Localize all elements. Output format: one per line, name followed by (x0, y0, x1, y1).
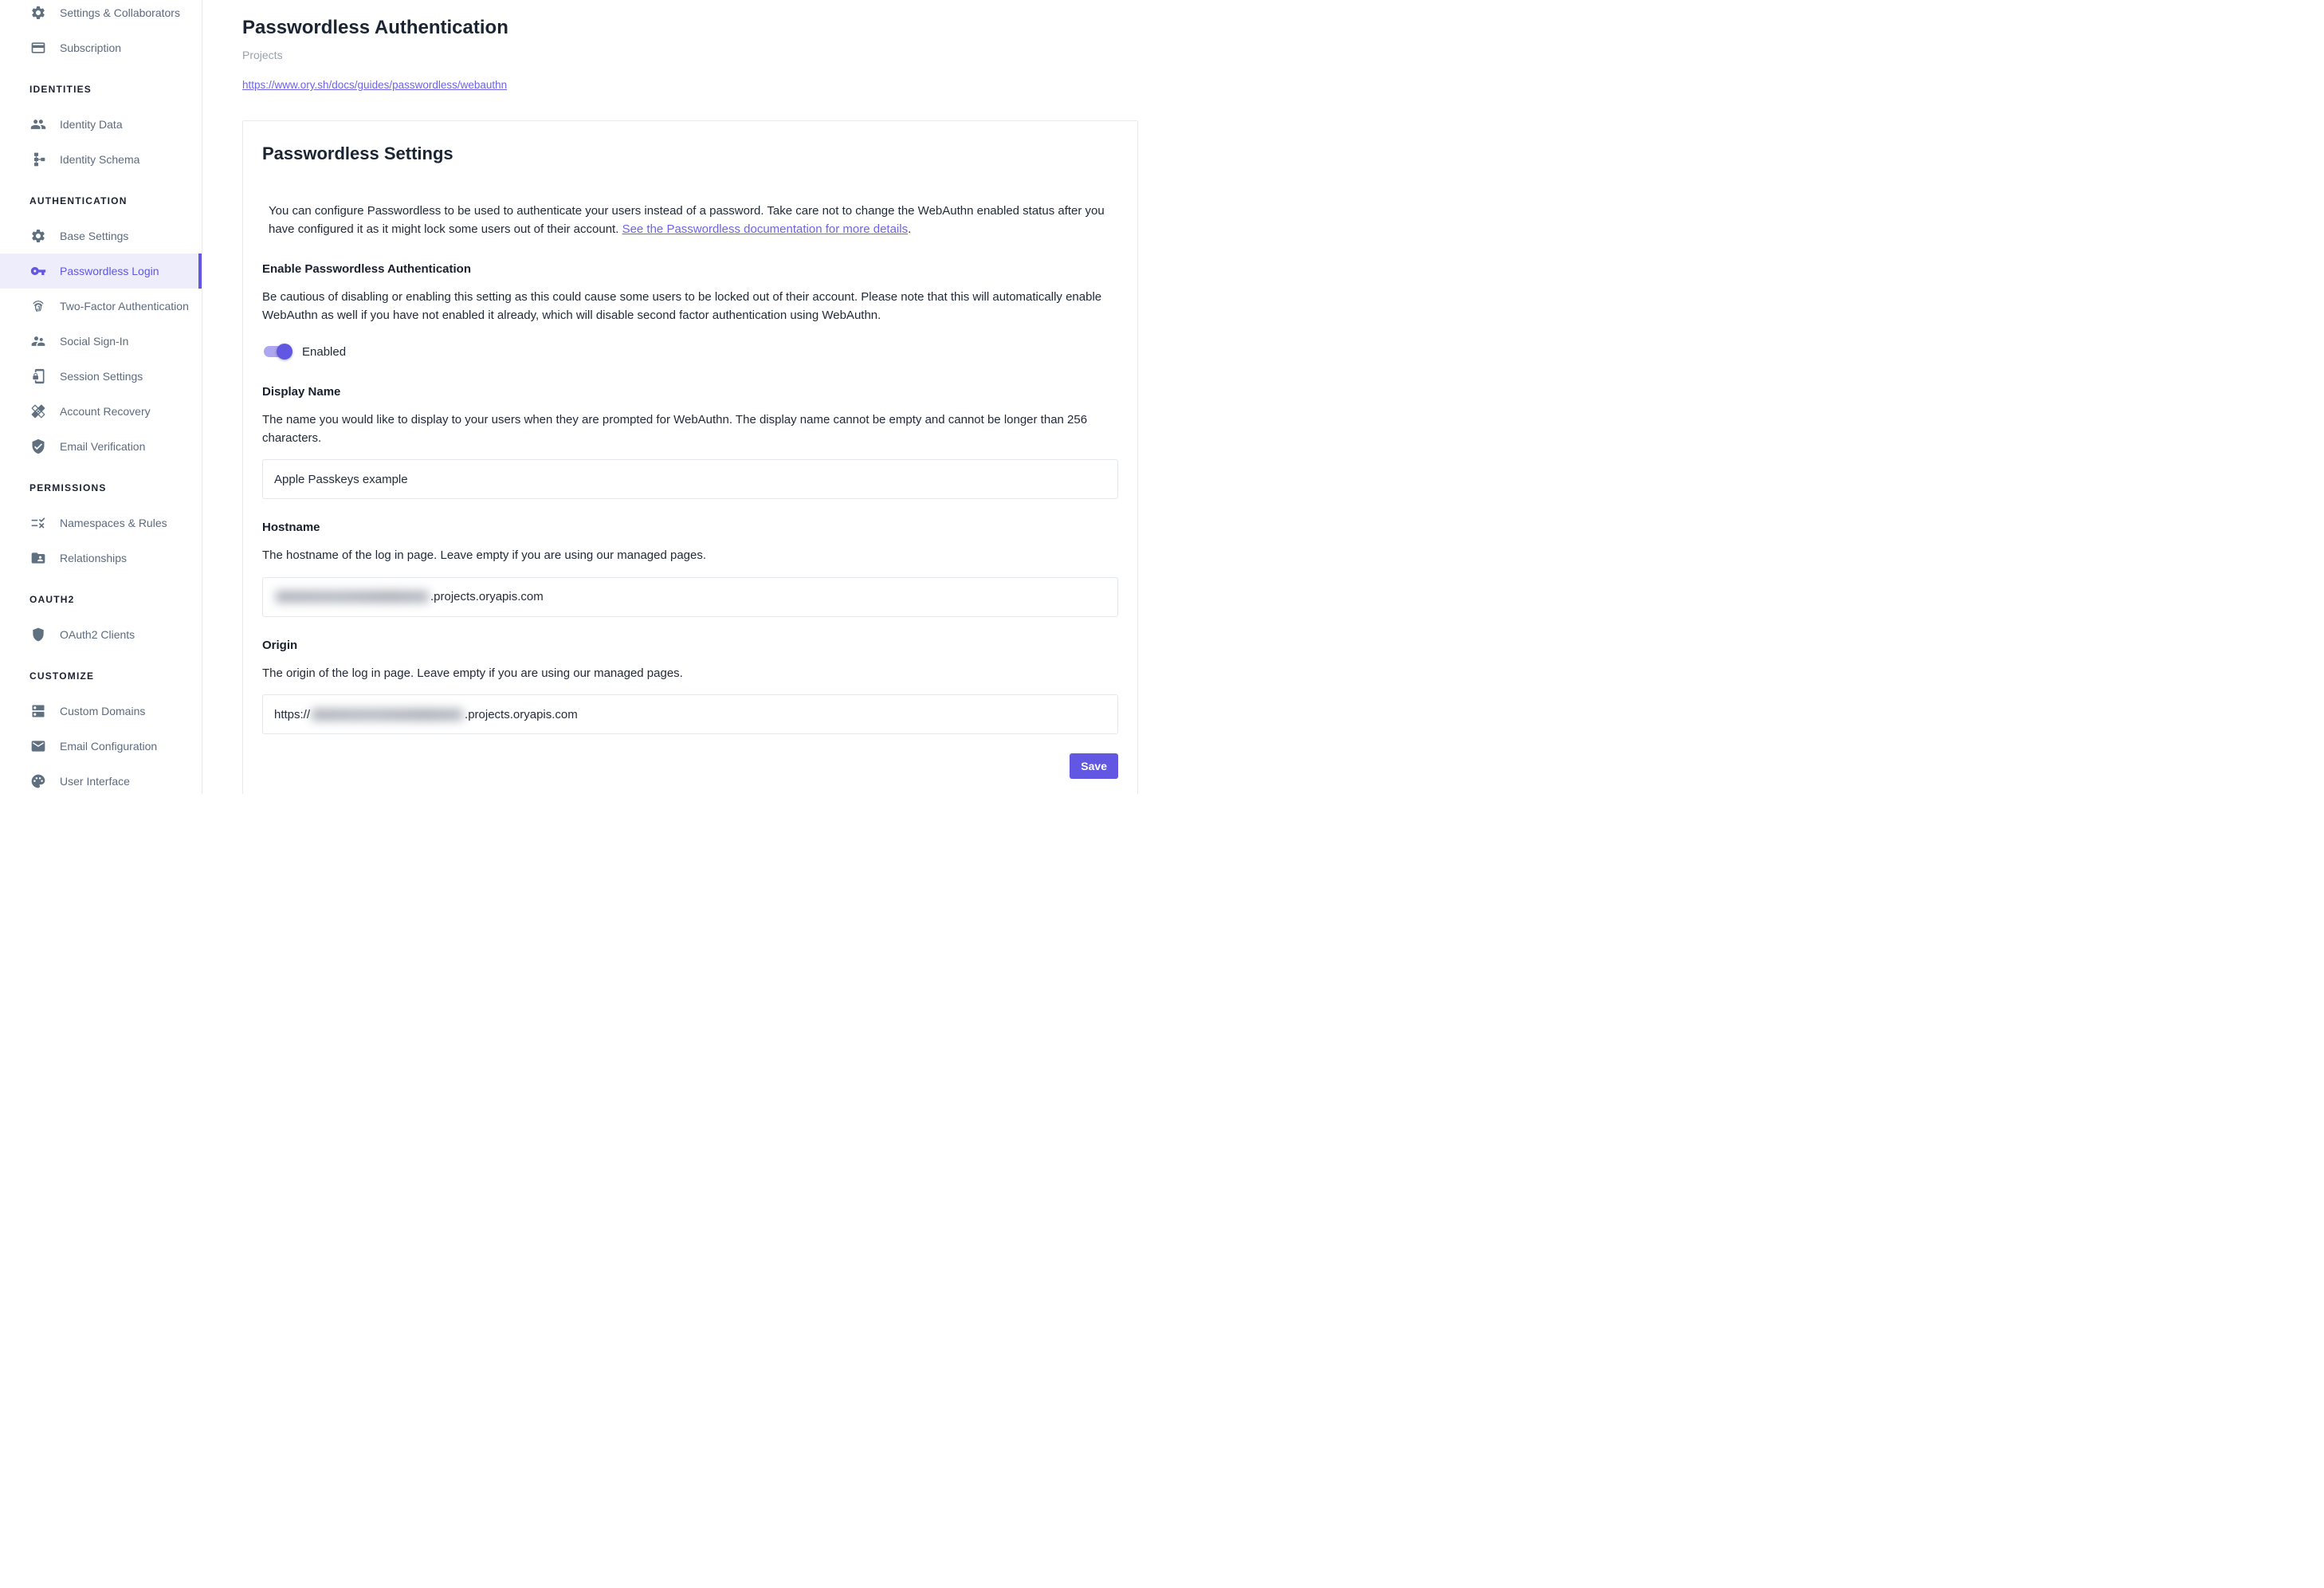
sidebar-item-session-settings[interactable] (0, 359, 202, 394)
save-row (262, 753, 1118, 779)
sidebar-item-label: Identity Schema (60, 153, 140, 166)
sidebar-item-passwordless-login[interactable] (0, 254, 202, 289)
intro-text-main: You can configure Passwordless to be used to authenticate your users instead of a password. Take care not to change the WebAuthn enabled status after you have configured it as it might lock some users out of their account. (269, 204, 1105, 236)
fingerprint-icon (30, 298, 46, 314)
toggle-state-label: Enabled (302, 344, 347, 359)
enable-toggle-row (264, 344, 1118, 360)
redacted-hostname-value (276, 591, 429, 603)
people-alt-icon (30, 333, 46, 349)
main-content (202, 0, 1162, 794)
save-button[interactable]: Save (1070, 753, 1118, 779)
mail-icon (30, 738, 46, 754)
sidebar-item-oauth2-clients[interactable] (0, 617, 202, 652)
sidebar-item-label: Email Configuration (60, 740, 158, 753)
toggle-thumb (277, 344, 292, 360)
enable-passwordless-description: Be cautious of disabling or enabling this setting as this could cause some users to be locked out of their account. Please note that this will automatically enable WebAuthn as well if you have not enabled it already, which will disable second factor authentication using WebAuthn. (262, 290, 1102, 322)
intro-text-suffix: . (908, 222, 912, 236)
display-name-description: The name you would like to display to your users when they are prompted for WebAuthn. The display name cannot be empty and cannot be longer than 256 characters. (262, 413, 1088, 445)
breadcrumb: Projects (242, 49, 283, 61)
display-name-input[interactable] (262, 459, 1118, 499)
origin-prefix: https:// (274, 707, 311, 721)
sidebar-item-label: OAuth2 Clients (60, 628, 135, 641)
sidebar-item-label: Base Settings (60, 230, 129, 242)
dns-icon (30, 703, 46, 719)
palette-icon (30, 773, 46, 789)
origin-label: Origin (262, 638, 298, 652)
sidebar-item-email-verification[interactable] (0, 429, 202, 464)
hostname-suffix: .projects.oryapis.com (430, 590, 544, 603)
sidebar-item-label: Identity Data (60, 118, 123, 131)
sidebar-item-label: Two-Factor Authentication (60, 300, 189, 312)
healing-icon (30, 403, 46, 419)
shield-icon (30, 627, 46, 643)
sidebar-item-label: Namespaces & Rules (60, 517, 167, 529)
origin-suffix: .projects.oryapis.com (465, 707, 578, 721)
sidebar-item-relationships[interactable] (0, 540, 202, 576)
sidebar-item-base-settings[interactable] (0, 218, 202, 254)
schema-icon (30, 151, 46, 167)
sidebar (0, 0, 202, 794)
sidebar-item-label: Custom Domains (60, 705, 146, 717)
sidebar-item-user-interface[interactable] (0, 764, 202, 794)
sidebar-item-label: Account Recovery (60, 405, 151, 418)
sidebar-item-two-factor-authentication[interactable] (0, 289, 202, 324)
sidebar-item-label: Relationships (60, 552, 128, 564)
sidebar-item-subscription[interactable] (0, 30, 202, 65)
sidebar-item-label: Social Sign-In (60, 335, 129, 348)
passwordless-settings-card (242, 120, 1138, 794)
sidebar-item-settings-collaborators[interactable] (0, 0, 202, 30)
intro-text (269, 202, 1115, 238)
redacted-origin-value (312, 709, 463, 721)
sidebar-item-custom-domains[interactable] (0, 694, 202, 729)
sidebar-section-customize: CUSTOMIZE (29, 670, 95, 682)
origin-description: The origin of the log in page. Leave empty if you are using our managed pages. (262, 666, 683, 680)
sidebar-item-identity-schema[interactable] (0, 142, 202, 177)
people-icon (30, 116, 46, 132)
origin-input[interactable] (262, 694, 1118, 734)
sidebar-item-social-sign-in[interactable] (0, 324, 202, 359)
sidebar-item-account-recovery[interactable] (0, 394, 202, 429)
page-title: Passwordless Authentication (242, 17, 508, 38)
phone-lock-icon (30, 368, 46, 384)
webauthn-doc-link[interactable]: https://www.ory.sh/docs/guides/passwordless/webauthn (242, 79, 508, 91)
sidebar-item-label: Email Verification (60, 440, 146, 453)
sidebar-item-identity-data[interactable] (0, 107, 202, 142)
credit-card-icon (30, 40, 46, 56)
display-name-label: Display Name (262, 385, 341, 399)
folder-person-icon (30, 550, 46, 566)
sidebar-section-authentication: AUTHENTICATION (29, 195, 128, 206)
sidebar-item-label: Settings & Collaborators (60, 6, 180, 19)
sidebar-section-permissions: PERMISSIONS (29, 482, 107, 493)
key-icon (30, 263, 46, 279)
sidebar-item-label: Passwordless Login (60, 265, 159, 277)
sidebar-section-identities: IDENTITIES (29, 84, 92, 95)
hostname-label: Hostname (262, 521, 320, 534)
sidebar-item-namespaces-rules[interactable] (0, 505, 202, 540)
passwordless-toggle[interactable] (264, 344, 291, 360)
passwordless-docs-link[interactable]: See the Passwordless documentation for more details (622, 222, 909, 236)
sidebar-section-oauth2: OAUTH2 (29, 594, 75, 605)
hostname-description: The hostname of the log in page. Leave empty if you are using our managed pages. (262, 548, 707, 562)
card-title: Passwordless Settings (262, 143, 453, 163)
rule-icon (30, 515, 46, 531)
enable-passwordless-label: Enable Passwordless Authentication (262, 262, 472, 276)
sidebar-item-label: User Interface (60, 775, 130, 788)
hostname-input[interactable] (262, 577, 1118, 617)
sidebar-item-email-configuration[interactable] (0, 729, 202, 764)
gear-icon (30, 5, 46, 21)
sidebar-item-label: Subscription (60, 41, 122, 54)
sidebar-nav (0, 0, 202, 794)
gear-icon (30, 228, 46, 244)
sidebar-item-label: Session Settings (60, 370, 143, 383)
shield-check-icon (30, 438, 46, 454)
